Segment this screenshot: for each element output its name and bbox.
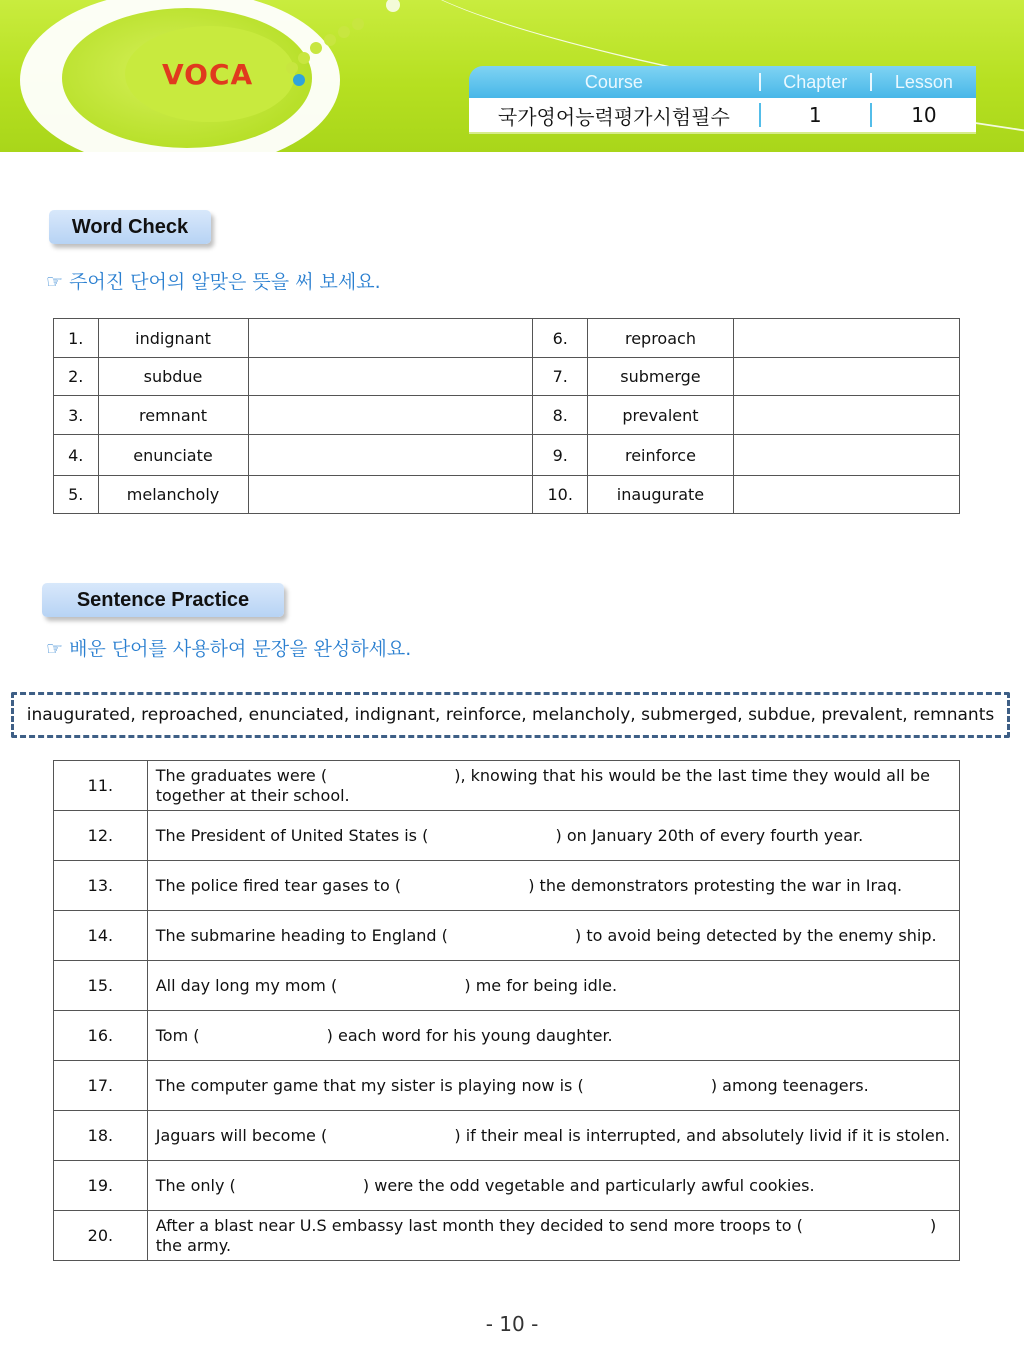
item-number: 11.	[54, 761, 148, 811]
item-number: 12.	[54, 811, 148, 861]
sentence-text[interactable]: Jaguars will become ( ) if their meal is interrupted, and absolutely livid if it is stolen.	[147, 1111, 959, 1161]
table-row	[54, 396, 960, 435]
page-number: - 10 -	[485, 1312, 539, 1336]
table-row	[54, 961, 960, 1011]
sentence-table	[53, 760, 960, 1261]
answer-cell[interactable]	[733, 319, 959, 358]
vocab-word: subdue	[98, 358, 248, 396]
lesson-label: Lesson	[870, 73, 976, 91]
course-value: 국가영어능력평가시험필수	[497, 104, 730, 129]
sentence-practice-instruction: ☞ 배운 단어를 사용하여 문장을 완성하세요.	[46, 638, 412, 660]
sentence-text[interactable]: All day long my mom ( ) me for being idle.	[147, 961, 959, 1011]
item-number: 19.	[54, 1161, 148, 1211]
decor-dot	[298, 52, 310, 64]
decor-dot	[310, 42, 322, 54]
answer-cell[interactable]	[248, 358, 533, 396]
sentence-text[interactable]: The submarine heading to England ( ) to avoid being detected by the enemy ship.	[147, 911, 959, 961]
course-info-header	[469, 66, 976, 98]
chapter-value: 1	[759, 103, 870, 127]
vocab-word: reinforce	[587, 435, 733, 476]
decor-dot-blue	[293, 74, 305, 86]
item-number: 4.	[54, 435, 99, 476]
decor-dot	[324, 34, 336, 46]
item-number: 14.	[54, 911, 148, 961]
table-row	[54, 1161, 960, 1211]
sentence-text[interactable]: The President of United States is ( ) on January 20th of every fourth year.	[147, 811, 959, 861]
table-row	[54, 319, 960, 358]
course-info-box	[469, 66, 976, 134]
item-number: 13.	[54, 861, 148, 911]
word-check-tag: Word Check	[49, 210, 211, 244]
sentence-text[interactable]: After a blast near U.S embassy last month they decided to send more troops to ( ) the army.	[147, 1211, 959, 1261]
item-number: 8.	[533, 396, 588, 435]
vocab-word: indignant	[98, 319, 248, 358]
item-number: 16.	[54, 1011, 148, 1061]
answer-cell[interactable]	[733, 435, 959, 476]
word-check-table	[53, 318, 960, 514]
sentence-text[interactable]: Tom ( ) each word for his young daughter.	[147, 1011, 959, 1061]
item-number: 2.	[54, 358, 99, 396]
sentence-text[interactable]: The graduates were ( ), knowing that his would be the last time they would all be together at their school.	[147, 761, 959, 811]
decor-dot	[352, 18, 364, 30]
table-row	[54, 1011, 960, 1061]
table-row	[54, 911, 960, 961]
item-number: 18.	[54, 1111, 148, 1161]
vocab-word: submerge	[587, 358, 733, 396]
sentence-text[interactable]: The only ( ) were the odd vegetable and particularly awful cookies.	[147, 1161, 959, 1211]
table-row	[54, 811, 960, 861]
decor-dot	[338, 26, 350, 38]
vocab-word: reproach	[587, 319, 733, 358]
table-row	[54, 1211, 960, 1261]
item-number: 9.	[533, 435, 588, 476]
item-number: 3.	[54, 396, 99, 435]
course-label: Course	[584, 71, 643, 92]
item-number: 10.	[533, 476, 588, 514]
item-number: 1.	[54, 319, 99, 358]
answer-cell[interactable]	[733, 396, 959, 435]
answer-cell[interactable]	[733, 476, 959, 514]
item-number: 20.	[54, 1211, 148, 1261]
item-number: 5.	[54, 476, 99, 514]
table-row	[54, 761, 960, 811]
course-info-values	[469, 98, 976, 134]
answer-cell[interactable]	[248, 396, 533, 435]
table-row	[54, 358, 960, 396]
answer-cell[interactable]	[248, 319, 533, 358]
answer-cell[interactable]	[248, 476, 533, 514]
vocab-word: inaugurate	[587, 476, 733, 514]
table-row	[54, 435, 960, 476]
vocab-word: prevalent	[587, 396, 733, 435]
item-number: 7.	[533, 358, 588, 396]
page-header	[0, 0, 1024, 152]
sentence-text[interactable]: The police fired tear gases to ( ) the demonstrators protesting the war in Iraq.	[147, 861, 959, 911]
word-bank: inaugurated, reproached, enunciated, indignant, reinforce, melancholy, submerged, subdue, prevalent, remnants	[11, 692, 1010, 738]
vocab-word: enunciate	[98, 435, 248, 476]
table-row	[54, 476, 960, 514]
sentence-practice-tag: Sentence Practice	[42, 583, 284, 617]
voca-logo: VOCA	[162, 58, 254, 91]
lesson-value: 10	[870, 103, 976, 127]
decor-dot	[386, 0, 400, 12]
chapter-label: Chapter	[759, 73, 870, 91]
word-check-instruction: ☞ 주어진 단어의 알맞은 뜻을 써 보세요.	[46, 271, 381, 293]
vocab-word: melancholy	[98, 476, 248, 514]
item-number: 6.	[533, 319, 588, 358]
table-row	[54, 861, 960, 911]
table-row	[54, 1061, 960, 1111]
answer-cell[interactable]	[248, 435, 533, 476]
vocab-word: remnant	[98, 396, 248, 435]
answer-cell[interactable]	[733, 358, 959, 396]
decor-dot	[286, 62, 298, 74]
item-number: 17.	[54, 1061, 148, 1111]
sentence-text[interactable]: The computer game that my sister is playing now is ( ) among teenagers.	[147, 1061, 959, 1111]
table-row	[54, 1111, 960, 1161]
item-number: 15.	[54, 961, 148, 1011]
